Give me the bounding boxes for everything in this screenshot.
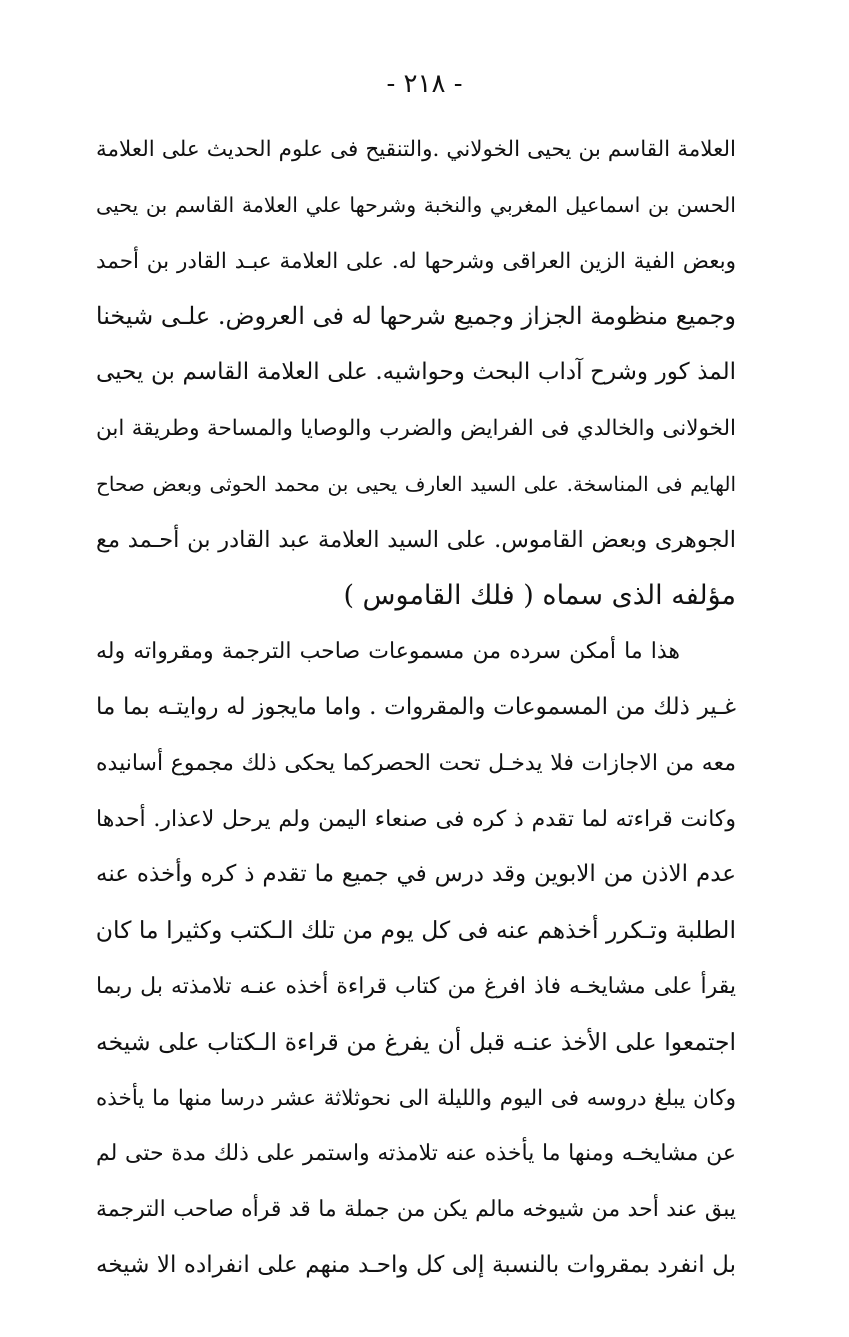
- text-line: الهايم فى المناسخة. على السيد العارف يحيى بن محمد الحوثى وبعض صحاح: [96, 471, 736, 496]
- text-line-paragraph-start: هذا ما أمكن سرده من مسموعات صاحب الترجمة ومقرواته وله: [96, 639, 680, 665]
- text-line: عدم الاذن من الابوين وقد درس في جميع ما تقدم ذ كره وأخذه عنه: [96, 861, 736, 888]
- text-line: الخولانى والخالدي فى الفرايض والضرب والوصايا والمساحة وطريقة ابن: [96, 415, 736, 441]
- body-text: [96, 122, 736, 1294]
- text-line: المذ كور وشرح آداب البحث وحواشيه. على العلامة القاسم بن يحيى: [96, 359, 736, 386]
- text-line: عن مشايخـه ومنها ما يأخذه عنه تلامذته واستمر على ذلك مدة حتى لم: [96, 1141, 736, 1167]
- text-line: غـير ذلك من المسموعات والمقروات . واما مايجوز له روايتـه بما ما: [96, 693, 736, 720]
- text-line: وكان يبلغ دروسه فى اليوم والليلة الى نحوثلاثة عشر درسا منها ما يأخذه: [96, 1085, 736, 1111]
- text-line: معه من الاجازات فلا يدخـل تحت الحصركما يحكى ذلك مجموع أسانيده: [96, 750, 736, 776]
- text-line: بل انفرد بمقروات بالنسبة إلى كل واحـد منهم على انفراده الا شيخه: [96, 1251, 736, 1278]
- text-line-paragraph-end: مؤلفه الذى سماه ( فلك القاموس ): [343, 580, 736, 612]
- text-line: وبعض الفية الزين العراقى وشرحها له. على العلامة عبـد القادر بن أحمد: [96, 248, 736, 274]
- text-line: الطلبة وتـكرر أخذهم عنه فى كل يوم من تلك الـكتب وكثيرا ما كان: [95, 916, 736, 945]
- text-line: العلامة القاسم بن يحيى الخولاني .والتنقيح فى علوم الحديث على العلامة: [96, 137, 736, 162]
- text-line: وجميع منظومة الجزاز وجميع شرحها له فى العروض. علـى شيخنا: [95, 302, 736, 331]
- page-number: - ٢١٨ -: [386, 69, 463, 99]
- text-line: الحسن بن اسماعيل المغربي والنخبة وشرحها علي العلامة القاسم بن يحيى: [96, 192, 736, 217]
- text-line: اجتمعوا على الأخذ عنـه قبل أن يفرغ من قراءة الـكتاب على شيخه: [96, 1027, 736, 1056]
- text-line: الجوهرى وبعض القاموس. على السيد العلامة عبد القادر بن أحـمد مع: [96, 526, 736, 553]
- text-line: يبق عند أحد من شيوخه مالم يكن من جملة ما قد قرأه صاحب الترجمة: [96, 1197, 736, 1223]
- text-line: وكانت قراءته لما تقدم ذ كره فى صنعاء اليمن ولم يرحل لاعذار. أحدها: [96, 806, 736, 832]
- text-line: يقرأ على مشايخـه فاذ افرغ من كتاب قراءة أخذه عنـه تلامذته بل ربما: [96, 973, 736, 999]
